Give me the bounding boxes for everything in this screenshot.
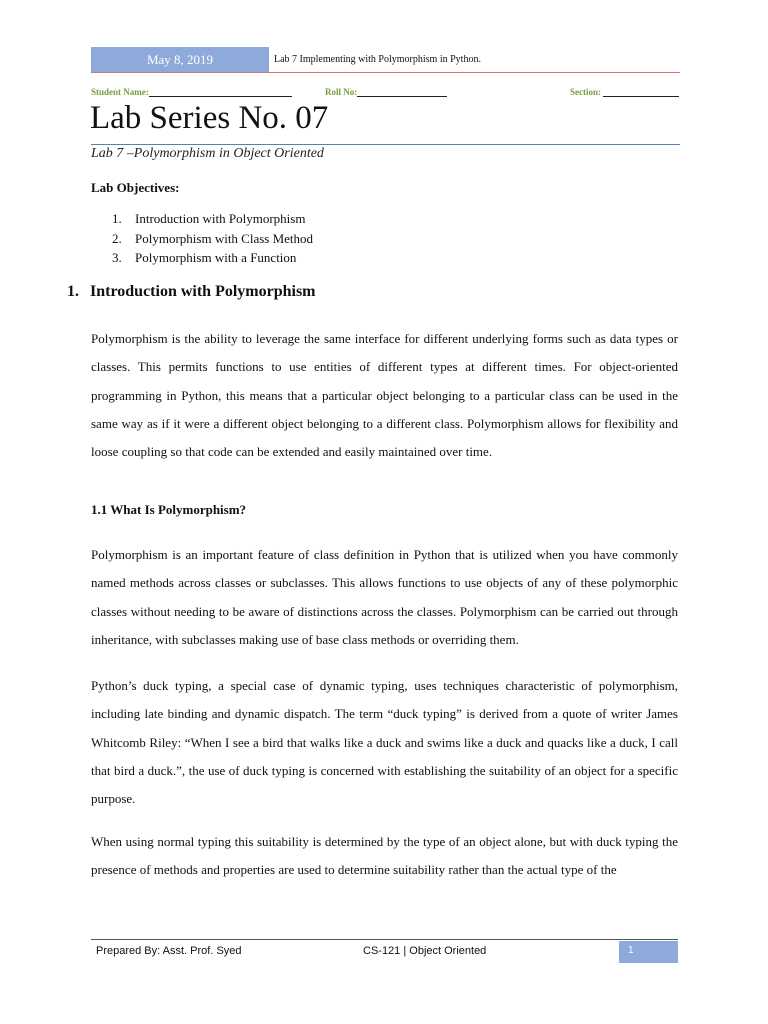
section-label: Section: — [570, 87, 601, 97]
header-rule — [91, 72, 680, 73]
list-text: Polymorphism with a Function — [135, 250, 297, 265]
list-item — [112, 248, 313, 268]
student-name-label: Student Name: — [91, 87, 149, 97]
paragraph-intro: Polymorphism is the ability to leverage the same interface for different underlying forms such as data types or classes. This permits functions to use entities of different types at different times. For object-oriented programming in Python, this means that a particular object belonging to a particular class can be used in the same way as if it were a different object belonging to a different class. Polymorphism allows for flexibility and loose coupling so that code can be extended and easily maintained over time. — [91, 331, 678, 460]
footer-prepared-by: Prepared By: Asst. Prof. Syed — [96, 945, 242, 957]
header-date-box: May 8, 2019 — [91, 47, 269, 72]
title-rule — [91, 144, 680, 145]
footer-rule — [91, 939, 678, 940]
lab-subtitle: Lab 7 –Polymorphism in Object Oriented — [91, 146, 324, 161]
list-number: 3. — [112, 250, 122, 265]
lab-title: Lab Series No. 07 — [90, 100, 329, 136]
page-number: 1 — [619, 941, 678, 963]
section-field — [570, 87, 679, 97]
section-line — [603, 87, 679, 97]
list-text: Introduction with Polymorphism — [135, 211, 306, 226]
paragraph-duck-typing: Python’s duck typing, a special case of dynamic typing, uses techniques characteristic of polymorphism, including late binding and dynamic dispatch. The term “duck typing” is derived from a quote of writer James Whitcomb Riley: “When I see a bird that walks like a duck and swims like a duck and quacks like a duck, I call that bird a duck.”, the use of duck typing is concerned with establishing the suitability of an object for a specific purpose. — [91, 678, 678, 807]
section-heading — [67, 283, 316, 301]
objectives-list — [112, 209, 313, 268]
roll-no-field — [325, 87, 447, 97]
student-name-field — [91, 87, 292, 97]
section-heading-text: Introduction with Polymorphism — [90, 283, 316, 300]
paragraph-what-is: Polymorphism is an important feature of class definition in Python that is utilized when you have commonly named methods across classes or subclasses. This allows functions to use objects of any of these polymorphic classes without needing to be aware of distinctions across the classes. Polymorphism can be carried out through inheritance, with subclasses making use of base class methods or overriding them. — [91, 547, 678, 647]
header-title: Lab 7 Implementing with Polymorphism in Python. — [274, 54, 481, 65]
paragraph-normal-typing: When using normal typing this suitability is determined by the type of an object alone, but with duck typing the presence of methods and properties are used to determine suitability rather than the actual type of the — [91, 834, 678, 878]
subsection-heading: 1.1 What Is Polymorphism? — [91, 502, 247, 517]
roll-no-line — [357, 87, 447, 97]
list-number: 2. — [112, 230, 122, 246]
list-item — [112, 229, 313, 249]
list-number: 1. — [112, 211, 122, 226]
footer-course: CS-121 | Object Oriented — [363, 945, 487, 957]
section-number: 1. — [67, 283, 79, 300]
list-text: Polymorphism with Class Method — [135, 230, 314, 246]
roll-no-label: Roll No: — [325, 87, 358, 97]
student-name-line — [149, 87, 292, 97]
list-item — [112, 209, 313, 229]
objectives-heading: Lab Objectives: — [91, 180, 180, 195]
